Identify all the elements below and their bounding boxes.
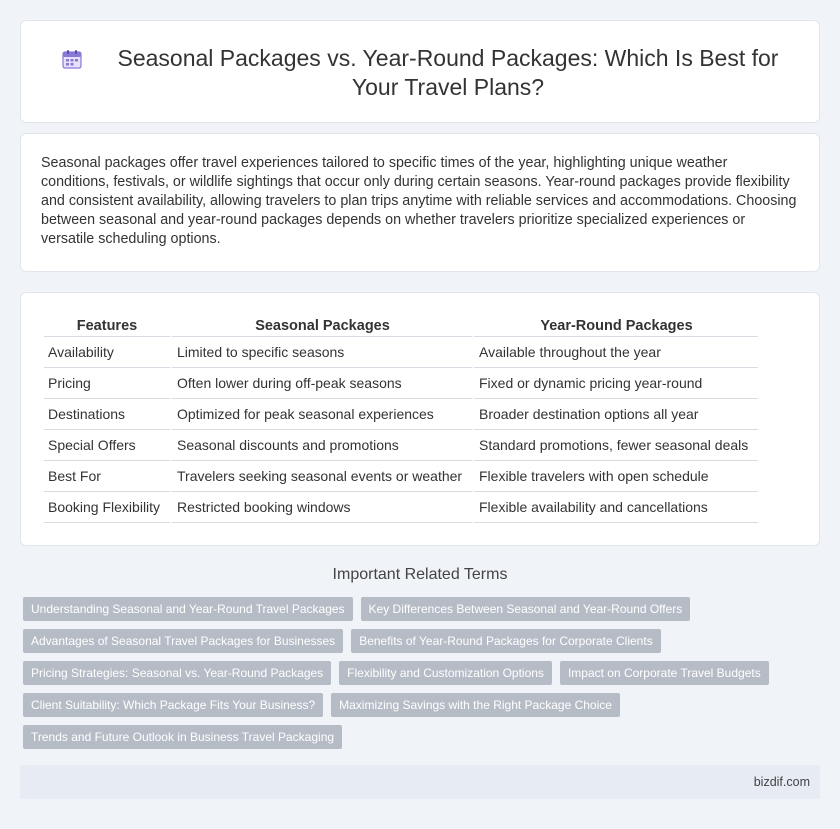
year-round-cell: Fixed or dynamic pricing year-round	[472, 368, 758, 399]
related-term-tag[interactable]: Impact on Corporate Travel Budgets	[560, 661, 769, 685]
feature-cell: Availability	[44, 337, 170, 368]
year-round-cell: Available throughout the year	[472, 337, 758, 368]
comparison-card	[20, 292, 820, 546]
year-round-cell: Standard promotions, fewer seasonal deals	[472, 430, 758, 461]
related-terms-heading: Important Related Terms	[332, 566, 508, 583]
table-row	[44, 430, 758, 461]
related-term-tag[interactable]: Maximizing Savings with the Right Package Choice	[331, 693, 620, 717]
related-term-tag[interactable]: Flexibility and Customization Options	[339, 661, 552, 685]
related-term-tag[interactable]: Pricing Strategies: Seasonal vs. Year-Round Packages	[23, 661, 331, 685]
title-wrap	[61, 44, 799, 102]
year-round-cell: Flexible availability and cancellations	[472, 492, 758, 523]
feature-cell: Pricing	[44, 368, 170, 399]
table-row	[44, 368, 758, 399]
intro-paragraph: Seasonal packages offer travel experiences tailored to specific times of the year, highlighting unique weather conditions, festivals, or wildlife sightings that occur only during certain seasons. Year-round packages provide flexibility and consistent availability, allowing travelers to plan trips anytime with reliable services and accommodations. Choosing between seasonal and year-round packages depends on whether travelers prioritize specialized experiences or versatile scheduling options.	[41, 155, 797, 247]
table-row	[44, 337, 758, 368]
table-row	[44, 461, 758, 492]
related-terms-list	[23, 597, 803, 749]
feature-cell: Best For	[44, 461, 170, 492]
related-term-tag[interactable]: Key Differences Between Seasonal and Year-Round Offers	[361, 597, 691, 621]
seasonal-cell: Often lower during off-peak seasons	[170, 368, 472, 399]
feature-cell: Special Offers	[44, 430, 170, 461]
footer-brand[interactable]: bizdif.com	[753, 775, 810, 789]
seasonal-cell: Seasonal discounts and promotions	[170, 430, 472, 461]
feature-cell: Destinations	[44, 399, 170, 430]
seasonal-cell: Travelers seeking seasonal events or weather	[170, 461, 472, 492]
header-year-round: Year-Round Packages	[472, 315, 758, 337]
header-seasonal: Seasonal Packages	[170, 315, 472, 337]
seasonal-cell: Limited to specific seasons	[170, 337, 472, 368]
seasonal-cell: Optimized for peak seasonal experiences	[170, 399, 472, 430]
seasonal-cell: Restricted booking windows	[170, 492, 472, 523]
footer	[20, 765, 820, 799]
page-title: Seasonal Packages vs. Year-Round Packages: Which Is Best for Your Travel Plans?	[117, 45, 779, 100]
table-row	[44, 492, 758, 523]
title-card	[20, 20, 820, 123]
related-term-tag[interactable]: Benefits of Year-Round Packages for Corporate Clients	[351, 629, 661, 653]
year-round-cell: Broader destination options all year	[472, 399, 758, 430]
header-features: Features	[44, 315, 170, 337]
related-term-tag[interactable]: Understanding Seasonal and Year-Round Travel Packages	[23, 597, 353, 621]
intro-card	[20, 133, 820, 272]
comparison-table	[44, 315, 758, 523]
feature-cell: Booking Flexibility	[44, 492, 170, 523]
related-term-tag[interactable]: Trends and Future Outlook in Business Travel Packaging	[23, 725, 342, 749]
table-header-row	[44, 315, 758, 337]
related-term-tag[interactable]: Advantages of Seasonal Travel Packages for Businesses	[23, 629, 343, 653]
table-row	[44, 399, 758, 430]
year-round-cell: Flexible travelers with open schedule	[472, 461, 758, 492]
related-term-tag[interactable]: Client Suitability: Which Package Fits Your Business?	[23, 693, 323, 717]
